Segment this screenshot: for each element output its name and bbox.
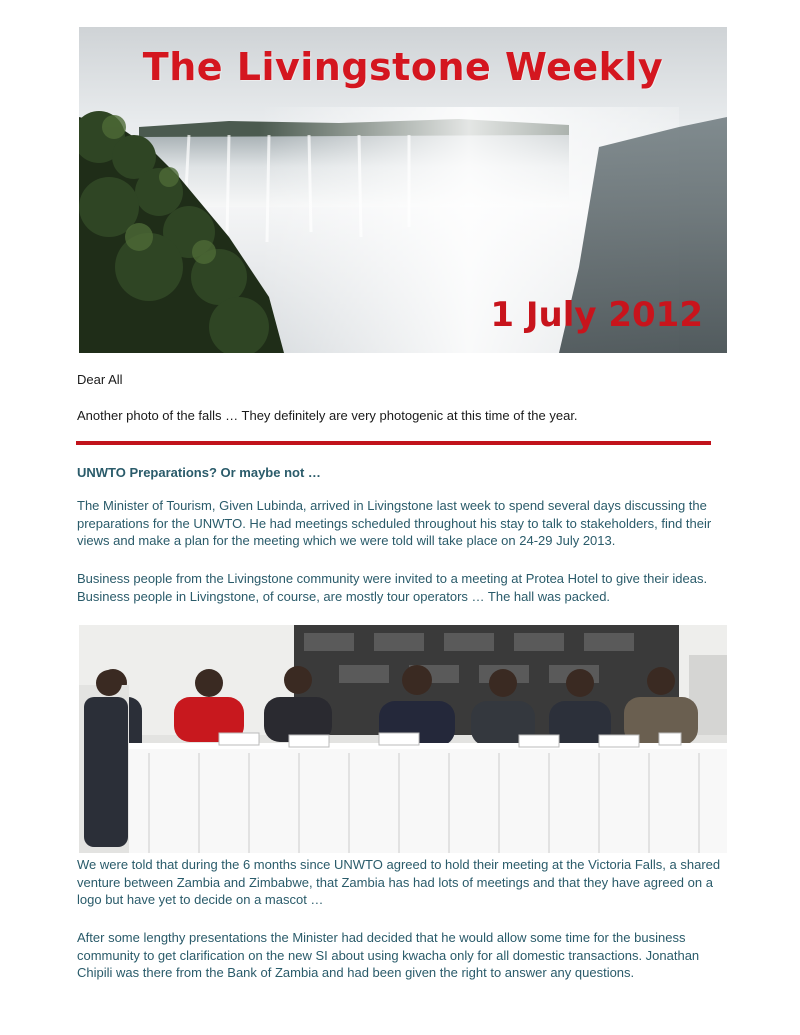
intro-text: Another photo of the falls … They definitely are very photogenic at this time of the year. — [77, 408, 578, 423]
issue-date: 1 July 2012 — [490, 295, 703, 335]
meeting-photo — [79, 625, 727, 853]
newsletter-title: The Livingstone Weekly — [142, 45, 664, 89]
section-divider — [76, 441, 711, 445]
header-waterfall-photo — [79, 27, 727, 353]
article-paragraph-2: Business people from the Livingstone community were invited to a meeting at Protea Hotel to give their ideas. Business people in Livingstone, of course, are mostly tour operators … The hall was packed. — [77, 571, 708, 604]
article-paragraph-4: After some lengthy presentations the Minister had decided that he would allow some time for the business community to get clarification on the new SI about using kwacha only for all domestic transactions. Jonathan Chipili was there from the Bank of Zambia and had been given the right to answer any questions. — [77, 930, 700, 980]
article-paragraph-1: The Minister of Tourism, Given Lubinda, arrived in Livingstone last week to spend several days discussing the preparations for the UNWTO. He had meetings scheduled throughout his stay to talk to stakeholders, find their views and make a plan for the meeting which we were told will take place on 24-29 July 2013. — [77, 498, 712, 548]
article-heading: UNWTO Preparations? Or maybe not … — [77, 465, 321, 480]
greeting: Dear All — [77, 372, 123, 387]
meeting-illustration — [79, 625, 727, 853]
article-paragraph-3: We were told that during the 6 months since UNWTO agreed to hold their meeting at the Victoria Falls, a shared venture between Zambia and Zimbabwe, that Zambia has had lots of meetings and that they have agreed on a logo but have yet to decide on a mascot … — [77, 857, 721, 907]
